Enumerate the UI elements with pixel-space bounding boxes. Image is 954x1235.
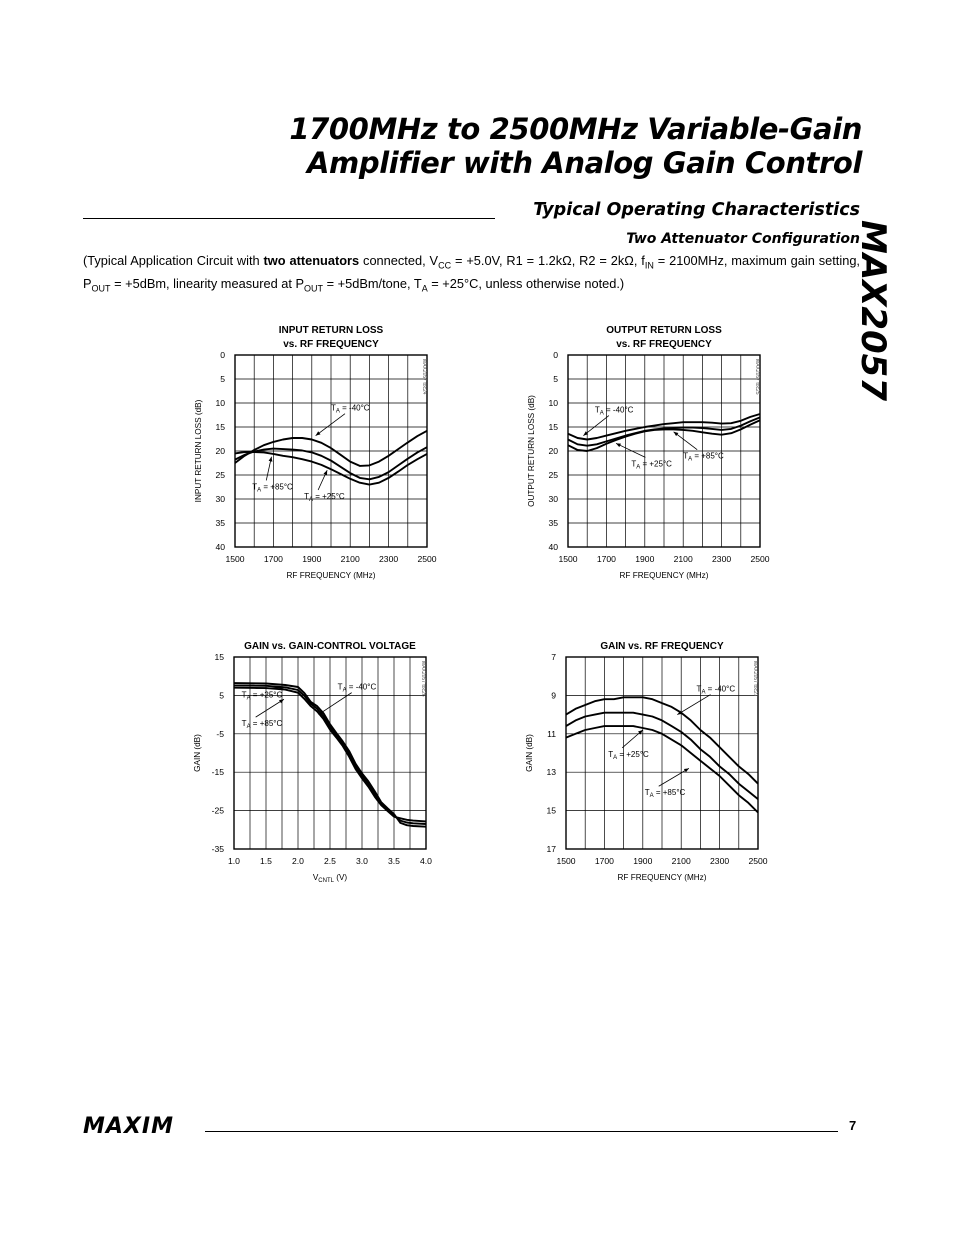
cond-text-3: = +5.0V, R1 = 1.2kΩ, R2 = 2kΩ, f bbox=[451, 253, 645, 268]
page-number: 7 bbox=[849, 1118, 857, 1133]
annotation-label-t: T bbox=[337, 682, 343, 692]
x-tick-label: 1900 bbox=[633, 856, 653, 866]
x-tick-label: 2300 bbox=[710, 856, 730, 866]
chart-title-line: OUTPUT RETURN LOSS bbox=[606, 325, 722, 336]
chart-title-line: vs. RF FREQUENCY bbox=[283, 339, 379, 350]
x-tick-label: 2.0 bbox=[292, 856, 304, 866]
x-tick-label: 2100 bbox=[673, 554, 693, 564]
y-tick-label: 0 bbox=[553, 350, 558, 360]
y-tick-label: 0 bbox=[220, 350, 225, 360]
y-tick-label: 25 bbox=[548, 470, 558, 480]
annotation-label-rest: = -40°C bbox=[339, 403, 370, 413]
chart-title-line: INPUT RETURN LOSS bbox=[278, 325, 384, 336]
y-tick-label: 9 bbox=[551, 690, 556, 701]
annotation-label-t: T bbox=[644, 788, 650, 798]
annotation-label-t: T bbox=[241, 719, 247, 729]
section-rule bbox=[83, 218, 495, 219]
y-tick-label: -15 bbox=[211, 767, 224, 778]
x-tick-label: 1700 bbox=[263, 554, 283, 564]
y-tick-label: 20 bbox=[215, 446, 225, 456]
annotation-label-rest: = +25°C bbox=[640, 459, 672, 469]
footer-rule bbox=[205, 1131, 838, 1132]
section-title: Typical Operating Characteristics bbox=[533, 200, 860, 220]
x-tick-label: 2500 bbox=[748, 856, 768, 866]
annotation-label bbox=[252, 482, 293, 493]
cond-text-5: = +5dBm, linearity measured at P bbox=[110, 275, 305, 291]
annotation-label-rest: = -40°C bbox=[603, 405, 634, 415]
y-tick-label: 10 bbox=[215, 398, 225, 408]
annotation-label-rest: = +25°C bbox=[313, 492, 345, 501]
annotation-arrowhead bbox=[684, 768, 689, 772]
title-line-1: 1700MHz to 2500MHz Variable-Gain bbox=[289, 112, 862, 146]
y-tick-label: 13 bbox=[546, 767, 556, 778]
annotation-label-t: T bbox=[683, 451, 689, 461]
y-tick-label: -5 bbox=[216, 728, 224, 739]
x-tick-label: 2300 bbox=[379, 554, 399, 564]
annotation-label-sub: A bbox=[636, 464, 641, 471]
annotation-label bbox=[242, 690, 283, 701]
x-axis-label: RF FREQUENCY (MHz) bbox=[617, 873, 707, 882]
toc-code: MAX2057 toc26 bbox=[420, 661, 426, 697]
x-axis-label: RF FREQUENCY (MHz) bbox=[619, 571, 709, 580]
annotation-label-sub: A bbox=[599, 410, 604, 417]
chart-title-line: vs. RF FREQUENCY bbox=[616, 339, 712, 350]
annotation-label-t: T bbox=[241, 690, 247, 700]
chart-input-return-loss bbox=[150, 310, 450, 600]
annotation-label-rest: = +85°C bbox=[653, 788, 686, 798]
chart-gain-vs-vcntl bbox=[150, 625, 450, 895]
annotation-label-t: T bbox=[608, 749, 614, 759]
y-tick-label: 30 bbox=[215, 494, 225, 504]
annotation-label-sub: A bbox=[649, 793, 654, 800]
x-axis-label-unit: (V) bbox=[333, 873, 348, 882]
y-tick-label: 15 bbox=[548, 422, 558, 432]
x-tick-label: 2500 bbox=[417, 554, 437, 564]
cond-sub-cc: CC bbox=[438, 260, 452, 271]
y-tick-label: -25 bbox=[211, 805, 224, 816]
y-tick-label: -35 bbox=[211, 844, 224, 854]
annotation-label-rest: = +85°C bbox=[250, 719, 283, 729]
annotation-label bbox=[683, 452, 724, 463]
x-tick-label: 3.5 bbox=[388, 856, 400, 866]
annotation-arrow bbox=[256, 699, 284, 717]
annotation-label bbox=[338, 683, 377, 694]
x-tick-label: 1.0 bbox=[228, 856, 240, 866]
annotation-label-sub: A bbox=[613, 754, 618, 761]
x-tick-label: 1500 bbox=[558, 554, 578, 564]
annotation-label-t: T bbox=[252, 482, 258, 492]
y-tick-label: 15 bbox=[546, 805, 556, 816]
toc-code: MAX2057 toc24 bbox=[421, 359, 427, 395]
cond-text-2: connected, V bbox=[359, 253, 439, 268]
annotation-label-rest: = +25°C bbox=[617, 749, 649, 759]
section-subtitle: Two Attenuator Configuration bbox=[626, 231, 860, 247]
y-tick-label: 25 bbox=[215, 470, 225, 480]
y-axis-label: INPUT RETURN LOSS (dB) bbox=[194, 399, 203, 503]
x-tick-label: 1900 bbox=[302, 554, 322, 564]
chart-gain-vs-frequency bbox=[480, 625, 780, 895]
annotation-label-sub: A bbox=[342, 687, 347, 694]
toc-code: MAX2057 toc27 bbox=[752, 661, 758, 697]
title-line-2: Amplifier with Analog Gain Control bbox=[307, 146, 862, 180]
y-tick-label: 17 bbox=[546, 844, 556, 854]
annotation-label-t: T bbox=[594, 405, 600, 415]
annotation-label-rest: = -40°C bbox=[346, 682, 377, 692]
annotation-label bbox=[645, 788, 686, 799]
chart-title-line: GAIN vs. RF FREQUENCY bbox=[600, 641, 724, 652]
cond-sub-in: IN bbox=[644, 260, 654, 271]
y-tick-label: 5 bbox=[553, 374, 558, 384]
cond-text-4: = 2100MHz, maximum gain setting, P bbox=[83, 253, 860, 291]
annotation-label-sub: A bbox=[701, 689, 706, 696]
annotation-label-sub: A bbox=[688, 456, 693, 463]
annotation-arrow bbox=[659, 768, 689, 786]
x-axis-label-v: V bbox=[312, 873, 319, 882]
x-tick-label: 1500 bbox=[225, 554, 245, 564]
cond-sub-a: A bbox=[421, 283, 428, 294]
y-tick-label: 40 bbox=[548, 542, 558, 552]
annotation-label-t: T bbox=[696, 684, 702, 694]
x-tick-label: 1700 bbox=[594, 856, 614, 866]
y-tick-label: 10 bbox=[548, 398, 558, 408]
cond-sub-out-2: OUT bbox=[304, 283, 324, 294]
part-number-vertical: MAX2057 bbox=[853, 220, 893, 401]
annotation-label-rest: = +85°C bbox=[261, 482, 293, 492]
x-tick-label: 1.5 bbox=[260, 856, 272, 866]
annotation-arrow bbox=[677, 695, 710, 715]
annotation-arrow bbox=[616, 443, 645, 457]
y-tick-label: 11 bbox=[547, 728, 556, 739]
annotation-label-sub: A bbox=[257, 487, 262, 494]
x-tick-label: 1900 bbox=[635, 554, 655, 564]
y-axis-label: GAIN (dB) bbox=[193, 734, 202, 772]
y-tick-label: 30 bbox=[548, 494, 558, 504]
y-axis-label: GAIN (dB) bbox=[525, 734, 534, 772]
x-axis-label: RF FREQUENCY (MHz) bbox=[286, 571, 376, 580]
chart-title-line: GAIN vs. GAIN-CONTROL VOLTAGE bbox=[244, 641, 416, 652]
cond-sub-out-1: OUT bbox=[91, 283, 111, 294]
annotation-label-sub: A bbox=[246, 724, 251, 731]
annotation-label-t: T bbox=[331, 403, 336, 413]
y-axis-label: OUTPUT RETURN LOSS (dB) bbox=[527, 395, 536, 507]
annotation-arrowhead bbox=[269, 457, 273, 462]
x-tick-label: 2300 bbox=[712, 554, 732, 564]
y-tick-label: 5 bbox=[220, 374, 225, 384]
y-tick-label: 35 bbox=[548, 518, 558, 528]
annotation-label-rest: = +25°C bbox=[250, 690, 283, 700]
annotation-label bbox=[304, 492, 345, 503]
y-tick-label: 15 bbox=[214, 652, 224, 662]
test-conditions bbox=[83, 252, 860, 297]
cond-text-6: = +5dBm/tone, T bbox=[323, 275, 422, 291]
annotation-label-rest: = -40°C bbox=[705, 684, 736, 694]
annotation-label-sub: A bbox=[309, 497, 314, 503]
cond-bold: two attenuators bbox=[263, 253, 360, 268]
x-axis-label bbox=[313, 873, 348, 884]
x-tick-label: 1700 bbox=[596, 554, 616, 564]
annotation-label-sub: A bbox=[246, 695, 251, 702]
toc-code: MAX2057 toc25 bbox=[754, 359, 760, 395]
document-title bbox=[289, 112, 862, 180]
y-tick-label: 7 bbox=[551, 652, 556, 662]
maxim-logo bbox=[83, 1115, 193, 1137]
annotation-arrow bbox=[318, 693, 351, 715]
x-axis-label-sub: CNTL bbox=[318, 878, 334, 884]
y-tick-label: 40 bbox=[215, 542, 225, 552]
chart-output-return-loss bbox=[480, 310, 780, 600]
y-tick-label: 15 bbox=[215, 422, 225, 432]
x-tick-label: 1500 bbox=[556, 856, 576, 866]
annotation-label-rest: = +85°C bbox=[692, 451, 724, 461]
annotation-arrow bbox=[316, 414, 345, 436]
cond-text-1: (Typical Application Circuit with bbox=[83, 253, 264, 268]
x-tick-label: 2.5 bbox=[324, 856, 336, 866]
annotation-label bbox=[595, 406, 634, 417]
annotation-arrowhead bbox=[316, 431, 321, 435]
cond-text-7: = +25°C, unless otherwise noted.) bbox=[427, 275, 625, 291]
x-tick-label: 2500 bbox=[750, 554, 770, 564]
y-tick-label: 35 bbox=[215, 518, 225, 528]
y-tick-label: 20 bbox=[548, 446, 558, 456]
annotation-label-t: T bbox=[304, 492, 310, 501]
annotation-arrowhead bbox=[279, 699, 284, 703]
annotation-label bbox=[631, 459, 672, 470]
x-tick-label: 4.0 bbox=[420, 856, 432, 866]
annotation-arrowhead bbox=[674, 432, 679, 436]
annotation-label-t: T bbox=[631, 459, 637, 469]
annotation-label-sub: A bbox=[335, 408, 340, 415]
y-tick-label: 5 bbox=[219, 690, 224, 701]
annotation-label bbox=[242, 719, 283, 730]
x-tick-label: 2100 bbox=[340, 554, 360, 564]
logo-text: MAXIM bbox=[83, 1115, 174, 1137]
x-tick-label: 2100 bbox=[671, 856, 691, 866]
x-tick-label: 3.0 bbox=[356, 856, 368, 866]
annotation-label bbox=[697, 685, 736, 696]
